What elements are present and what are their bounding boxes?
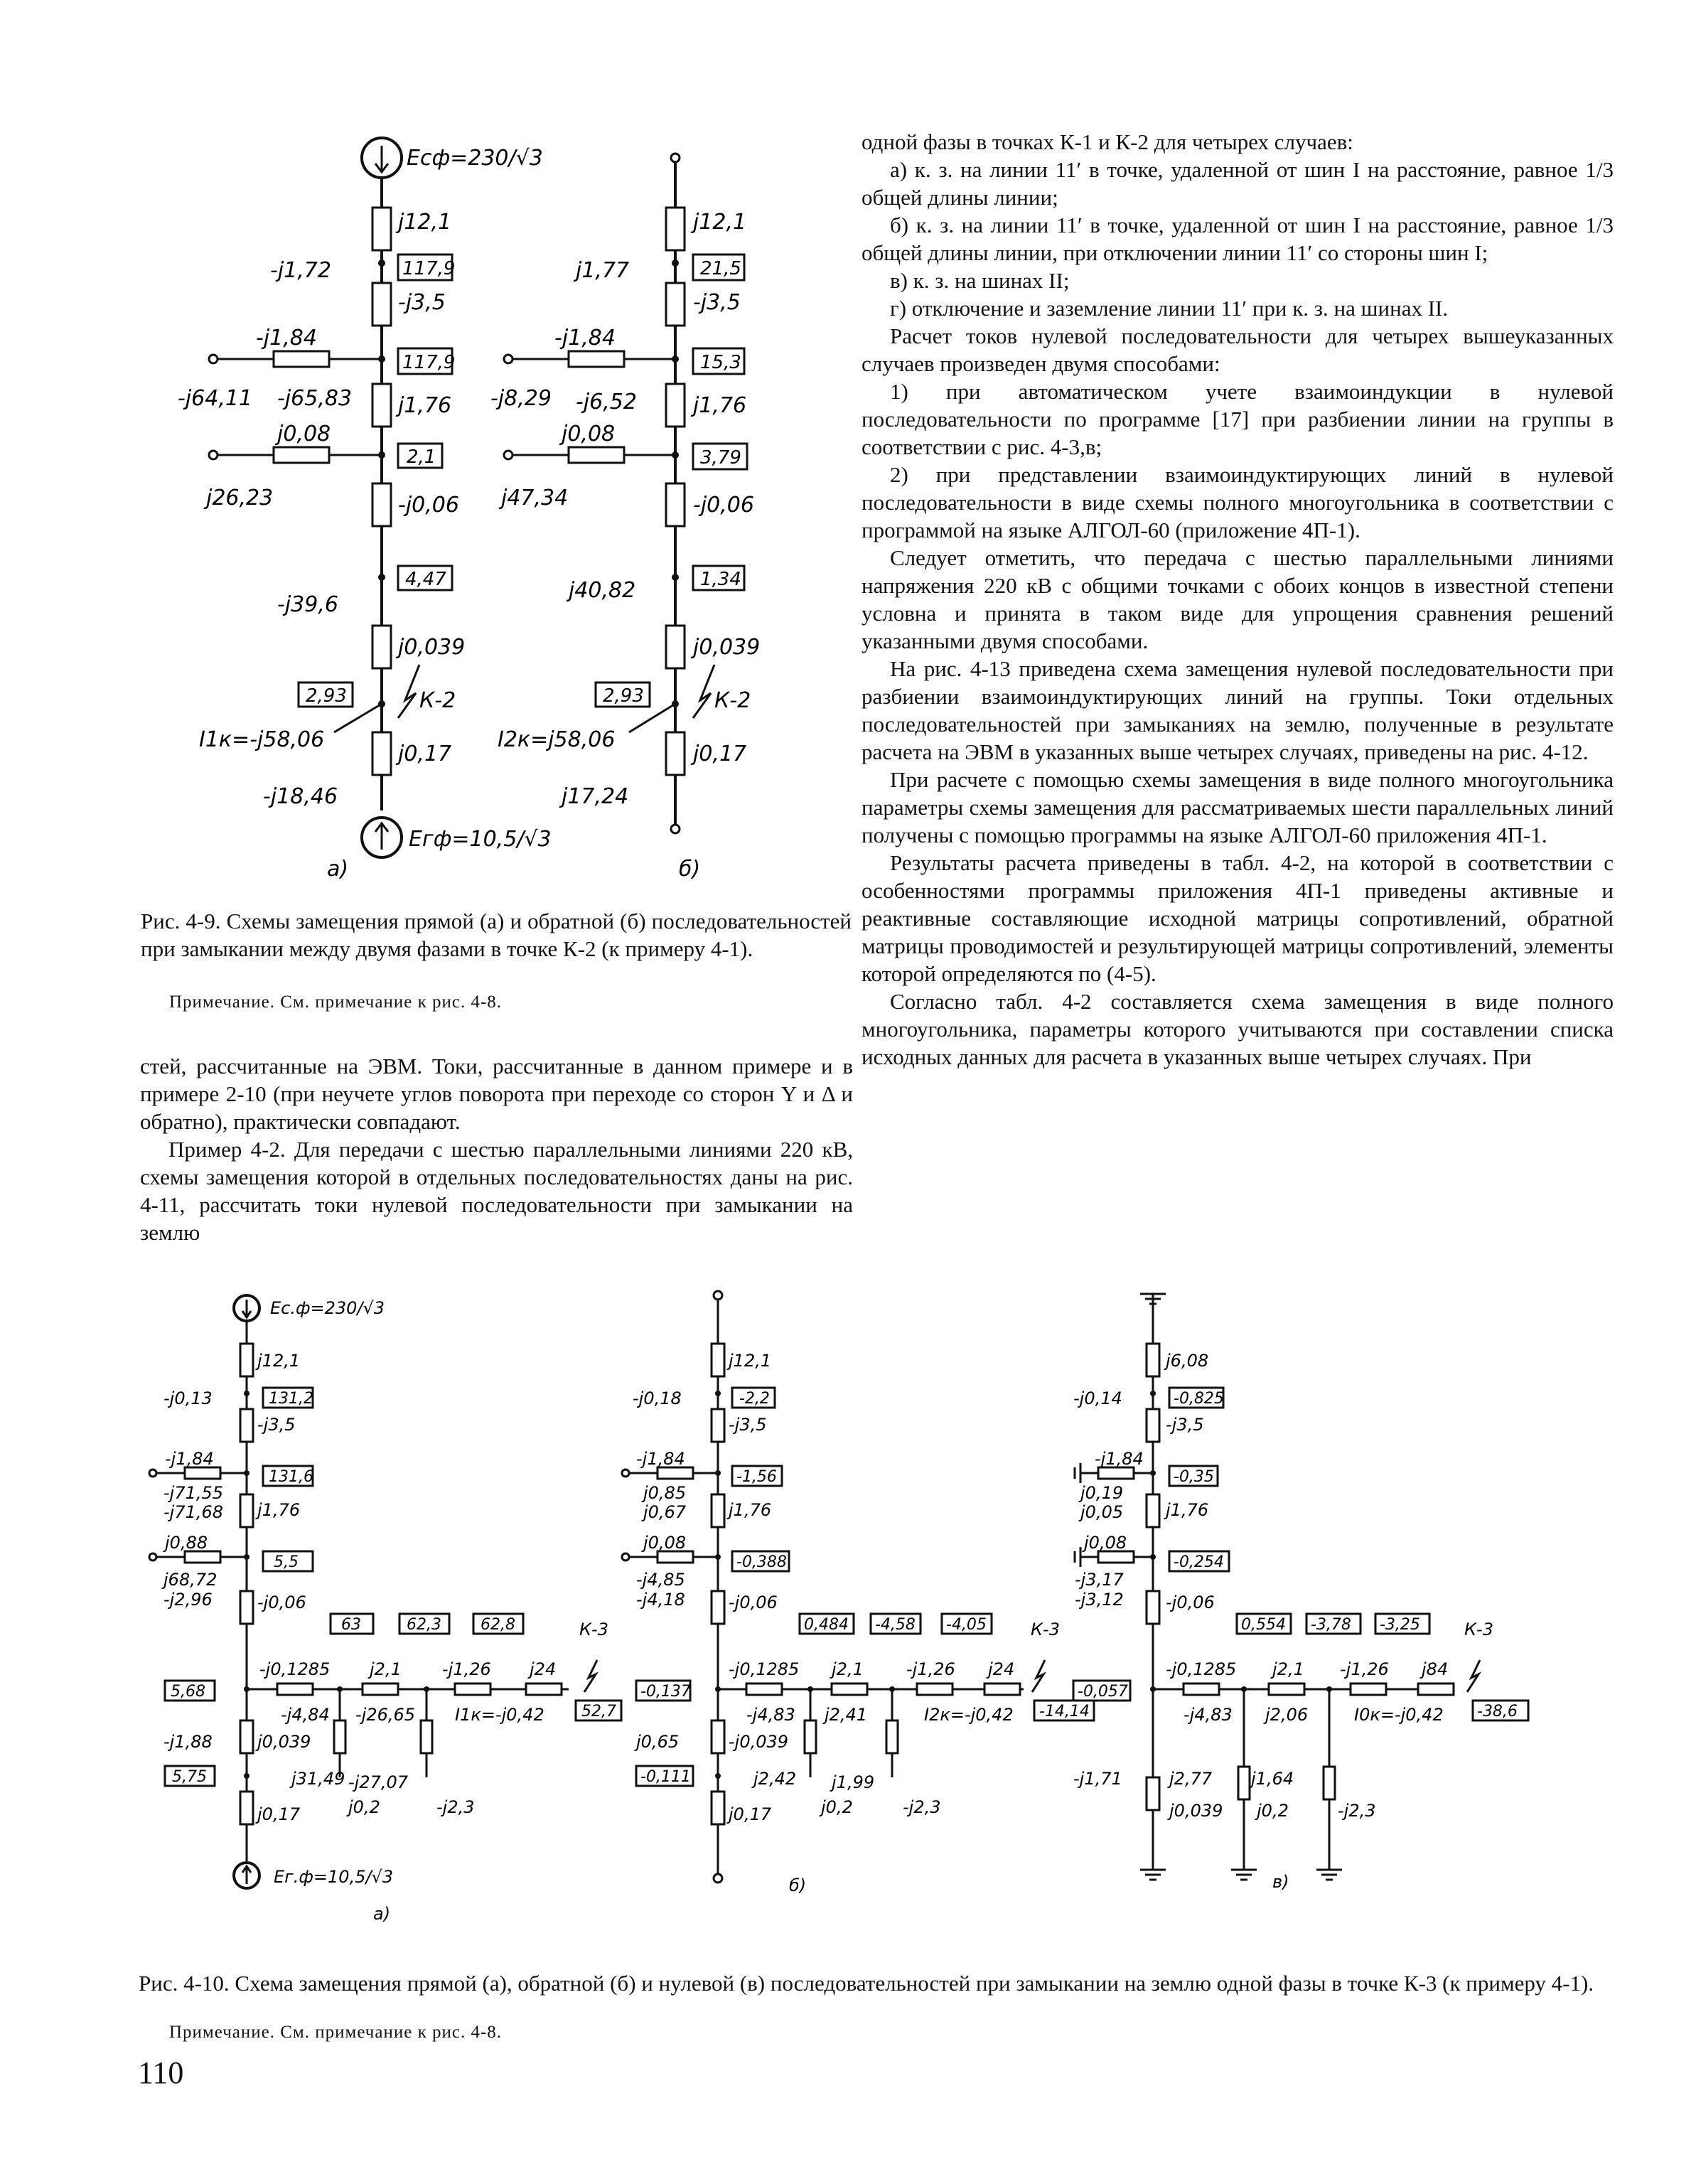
fig10c-i1: -j0,14 [1073,1388,1122,1408]
right-column-paragraph: 1) при автоматическом учете взаимоиндукции в нулевой последовательности по программе [17] при разбиении линии на группы в соответствии с рис. 4-3,в; [862,379,1614,459]
fig9b-b1i: -j8,29 [490,386,552,411]
fig10c-u2: -0,35 [1174,1468,1214,1486]
fig9a-source-top: Eсф=230/√3 [407,146,543,171]
fig9b-u5: 2,93 [603,685,644,707]
fig10c-zh3: -j1,26 [1340,1659,1389,1679]
fig10a-u5: 5,75 [172,1768,207,1786]
fig10c-ik: I0к=-j0,42 [1354,1705,1444,1725]
fig10a-b1z: -j1,84 [165,1449,214,1469]
fig9a-ik: I1к=-j58,06 [199,727,325,752]
fig10a-z4: -j0,06 [257,1592,306,1612]
fig10b-zv2: -j2,3 [903,1797,941,1817]
fig10a-z5: j0,039 [257,1732,311,1752]
right-column-paragraph: Согласно табл. 4-2 составляется схема замещения в виде полного многоугольника, параметры которого учитываются при составлении списка исходных данных для расчета в указанных выше четырех случаях. При [862,989,1614,1069]
fig10c-z5: j2,77 [1169,1769,1213,1789]
fig9b-u3: 3,79 [700,447,741,469]
fig10a-u2: 131,6 [269,1468,313,1486]
fig10a-source-bottom: Eг.ф=10,5/√3 [274,1867,394,1887]
fig9a-label: а) [327,857,349,882]
fig10a-i5: j31,49 [291,1769,345,1789]
right-column-paragraph: Следует отметить, что передача с шестью параллельными линиями напряжения 220 кВ с общими точками с обоих концов в известной степени условна и принята в таком виде для упрощения сравнения решений указанными двумя способами. [862,545,1614,653]
fig10c-fault: К-3 [1464,1620,1493,1639]
fig9b-ik: I2к=j58,06 [498,727,616,752]
fig10-a-diagram [149,1295,621,1924]
fig9a-i1: -j1,72 [270,258,331,283]
fig9a-b1i: -j64,11 [178,386,253,411]
right-column-paragraph: 2) при представлении взаимоиндуктирующих линий в нулевой последовательности в виде схемы полного многоугольника в соответствии с программой на языке АЛГОЛ-60 (приложение 4П-1). [862,462,1614,542]
fig10a-z3: j1,76 [257,1500,301,1520]
fig9b-z5: j0,039 [693,635,761,660]
fig9a-u3: 2,1 [407,446,436,468]
right-column-paragraph: г) отключение и заземление линии 11′ при к. з. на шинах II. [890,296,1449,321]
fig10a-z1: j12,1 [257,1351,301,1371]
figure-4-10 [0,1265,1696,1962]
fig9a-u2: 117,9 [402,352,456,373]
fig10c-b2z: j0,08 [1084,1533,1127,1553]
fig10b-uf: -14,14 [1039,1703,1090,1720]
fig9a-z2: -j3,5 [398,290,446,315]
fig9a-z3: j1,76 [398,393,452,418]
fig10b-b2i: -j4,85 [636,1570,685,1590]
fig10b-u2: -1,56 [736,1468,777,1486]
fig10c-zv2: -j2,3 [1338,1801,1376,1821]
fig9b-u1: 21,5 [700,258,741,279]
fig10c-i4: -j1,71 [1073,1769,1122,1789]
fig10b-ih1: -j4,83 [746,1705,795,1725]
left-column-paragraph: Пример 4-2. Для передачи с шестью параллельными линиями 220 кВ, схемы замещения которой в отдельных последовательностях даны на рис. 4-11, рассчитать токи нулевой последовательности при замыкании на землю [140,1137,853,1245]
fig10a-uf: 52,7 [581,1703,616,1720]
fig10c-zv1b: j0,2 [1257,1801,1289,1821]
fig10b-i2: j0,67 [643,1502,687,1522]
fig10b-u4: -0,137 [640,1683,691,1701]
fig10a-source-top: Eс.ф=230/√3 [270,1298,385,1318]
fig10b-b1z: -j1,84 [636,1449,685,1469]
fig9b-label: б) [679,857,701,882]
fig9a-z4: -j0,06 [398,493,459,518]
fig10a-i3: -j2,96 [163,1590,213,1610]
fig10c-i5: j1,64 [1251,1769,1294,1789]
fig9-a-diagram [178,138,552,882]
fig10c-zh2: j2,1 [1272,1659,1304,1679]
fig9a-fault: К-2 [419,688,456,713]
fig9a-i2: -j65,83 [277,386,353,411]
fig10b-zh3: -j1,26 [906,1659,955,1679]
fig10c-label: в) [1272,1872,1289,1892]
fig10a-zh3: -j1,26 [442,1659,491,1679]
fig9a-i3: -j39,6 [277,592,338,617]
fig10a-i4: -j1,88 [163,1732,213,1752]
fig10-caption: Рис. 4-10. Схема замещения прямой (а), обратной (б) и нулевой (в) последовательностей при замыкании на землю одной фазы в точке К-3 (к примеру 4-1). [139,1971,1594,1996]
fig10b-fault: К-3 [1031,1620,1060,1639]
fig10a-u3: 5,5 [274,1553,299,1571]
fig10b-i5: j2,42 [753,1769,797,1789]
fig9-b-diagram [490,154,760,882]
fig10b-z2: -j3,5 [729,1415,767,1435]
fig10b-uh2: -4,58 [875,1616,916,1634]
fig10b-uh3: -4,05 [946,1616,987,1634]
fig10b-z4: -j0,06 [729,1592,778,1612]
fig10c-uh3: -3,25 [1380,1616,1420,1634]
fig9b-u4: 1,34 [700,569,741,590]
fig10c-u1: -0,825 [1174,1390,1224,1408]
left-text-column [140,1052,853,1246]
fig10-b-diagram [622,1291,1094,1895]
fig9b-i4: j17,24 [562,784,629,809]
fig9a-b2i: j26,23 [206,486,274,510]
fig10a-zh1: -j0,1285 [259,1659,331,1679]
fig10b-uh1: 0,484 [804,1616,849,1634]
fig10a-z2: -j3,5 [257,1415,296,1435]
fig10c-uf: -38,6 [1477,1703,1518,1720]
fig10c-uh1: 0,554 [1241,1616,1286,1634]
fig9b-z1: j12,1 [693,210,747,235]
fig10b-ik: I2к=-j0,42 [924,1705,1014,1725]
fig10a-ih1: -j4,84 [281,1705,330,1725]
fig10b-b1i: j0,85 [643,1483,687,1503]
fig10c-i2: j0,05 [1080,1502,1124,1522]
fig9a-u1: 117,9 [402,258,456,279]
fig9a-u4: 4,47 [405,569,446,590]
fig9-note: Примечание. См. примечание к рис. 4-8. [169,992,503,1012]
fig10a-i1: -j0,13 [163,1388,213,1408]
fig10b-z6: j0,17 [729,1804,772,1824]
right-column-paragraph: одной фазы в точках К-1 и К-2 для четырех случаев: [862,129,1353,154]
fig10a-label: а) [373,1904,391,1924]
fig9a-z6: j0,17 [398,742,452,766]
fig10a-b2z: j0,88 [165,1533,208,1553]
fig10b-i4: j0,65 [636,1732,680,1752]
left-column-paragraph: стей, рассчитанные на ЭВМ. Токи, рассчитанные в данном примере и в примере 2-10 (при неучете углов поворота при переходе со сторон Y и Δ и обратно), практически совпадают. [140,1054,853,1134]
fig9-caption: Рис. 4-9. Схемы замещения прямой (а) и обратной (б) последовательностей при замыкании между двумя фазами в точке К-2 (к примеру 4-1). [141,909,852,961]
fig9a-z5: j0,039 [398,635,466,660]
fig10c-b1i: j0,19 [1080,1483,1124,1503]
fig10c-uh2: -3,78 [1311,1616,1351,1634]
fig9b-b2i: j47,34 [501,486,569,510]
fig10c-ih1: -j4,83 [1184,1705,1233,1725]
fig10b-zv1b: j0,2 [821,1797,853,1817]
fig9a-b2z: j0,08 [277,422,331,446]
fig10a-ik: I1к=-j0,42 [455,1705,544,1725]
fig10b-z3: j1,76 [729,1500,772,1520]
fig9b-i3: j40,82 [569,578,636,603]
fig9b-z6: j0,17 [693,742,747,766]
fig10b-u1: -2,2 [739,1390,770,1408]
fig10a-uh2: 62,3 [407,1616,441,1634]
fig9b-b2z: j0,08 [562,422,616,446]
fig10a-i2: -j71,68 [163,1502,224,1522]
fig10c-u4: -0,057 [1078,1683,1128,1701]
fig10c-z2: -j3,5 [1166,1415,1204,1435]
fig10a-u4: 5,68 [171,1683,205,1701]
fig10c-z4: -j0,06 [1166,1592,1215,1612]
right-column-paragraph: На рис. 4-13 приведена схема замещения нулевой последовательности при разбиении взаимоиндуктирующих линий на группы. Токи отдельных последовательностей при замыканиях на землю, полученные в результате расчета на ЭВМ в указанных выше четырех случаях, приведены на рис. 4-12. [862,656,1614,764]
right-column-paragraph: Расчет токов нулевой последовательности для четырех вышеуказанных случаев произведен двумя способами: [862,323,1614,376]
fig10b-zh4: j24 [988,1659,1015,1679]
right-column-paragraph: Результаты расчета приведены в табл. 4-2, на которой в соответствии с особенностями программы приложения 4П-1 приведены активные и реактивные составляющие исходной матрицы сопротивлений, обратной матрицы проводимостей и результирующей матрицы сопротивлений, элементы которой определяются по (4-5). [862,850,1614,986]
fig10c-z1: j6,08 [1166,1351,1209,1371]
fig10a-uh1: 63 [341,1616,361,1634]
fig10a-zv1b: j0,2 [348,1797,380,1817]
fig9b-fault: К-2 [714,688,751,713]
fig10a-uh3: 62,8 [481,1616,515,1634]
fig10b-u5: -0,111 [640,1768,691,1786]
right-column-paragraph: в) к. з. на шинах II; [890,268,1070,293]
page-number: 110 [138,2055,184,2090]
fig10a-zh2: j2,1 [370,1659,402,1679]
right-column-paragraph: а) к. з. на линии 11′ в точке, удаленной от шин I на расстояние, равное 1/3 общей длины линии; [862,157,1614,210]
fig10c-i3: -j3,12 [1075,1590,1124,1610]
fig10-c-diagram [1073,1294,1528,1892]
fig10a-zh4: j24 [530,1659,557,1679]
fig9b-i2: -j6,52 [576,390,637,414]
fig9a-source-bottom: Eгф=10,5/√3 [409,827,552,852]
fig10a-u1: 131,2 [269,1390,313,1408]
fig9b-b1z: -j1,84 [554,326,616,350]
fig9a-z1: j12,1 [398,210,452,235]
fig10b-label: б) [789,1875,807,1895]
right-column-paragraph: б) к. з. на линии 11′ в точке, удаленной от шин I на расстояние, равное 1/3 общей длины линии, при отключении линии 11′ со стороны шин I; [862,213,1614,265]
fig10a-b1i: -j71,55 [163,1483,224,1503]
fig10b-zh2: j2,1 [832,1659,864,1679]
fig10b-z1: j12,1 [729,1351,772,1371]
fig9b-u2: 15,3 [700,352,741,373]
fig10c-b2i: -j3,17 [1075,1570,1124,1590]
fig10a-b2i: j68,72 [163,1570,218,1590]
fig10b-ih2: j2,41 [825,1705,868,1725]
right-text-column [862,128,1614,1071]
fig9b-z4: -j0,06 [693,493,754,518]
fig10b-zh1: -j0,1285 [729,1659,800,1679]
fig10b-zv1: j1,99 [832,1772,875,1792]
fig10c-z5b: j0,039 [1169,1801,1223,1821]
fig10c-ih2: j2,06 [1265,1705,1309,1725]
fig10b-u3: -0,388 [736,1553,787,1571]
fig10-note: Примечание. См. примечание к рис. 4-8. [169,2023,503,2042]
fig10a-fault: К-3 [579,1620,608,1639]
fig10c-z3: j1,76 [1166,1500,1209,1520]
fig10b-i1: -j0,18 [633,1388,682,1408]
fig9a-i4: -j18,46 [263,784,338,809]
fig10a-zv2: -j2,3 [436,1797,475,1817]
fig10b-b2z: j0,08 [643,1533,687,1553]
fig10c-b1z: -j1,84 [1095,1449,1144,1469]
fig9b-i1: j1,77 [576,258,630,283]
fig9a-u5: 2,93 [306,685,347,707]
fig10b-i3: -j4,18 [636,1590,685,1610]
fig9b-z3: j1,76 [693,393,747,418]
fig10a-ih2: -j26,65 [355,1705,416,1725]
fig10c-zh4: j84 [1422,1659,1449,1679]
fig10a-zv1: -j27,07 [348,1772,409,1792]
fig10b-z5: -j0,039 [729,1732,789,1752]
figure-4-9 [0,0,853,903]
fig9a-b1z: -j1,84 [256,326,317,350]
fig10c-u3: -0,254 [1174,1553,1224,1571]
right-column-paragraph: При расчете с помощью схемы замещения в виде полного многоугольника параметры схемы замещения для рассматриваемых шести параллельных линий получены с помощью программы на языке АЛГОЛ-60 приложения 4П-1. [862,767,1614,847]
fig9b-z2: -j3,5 [693,290,741,315]
fig10c-zh1: -j0,1285 [1166,1659,1237,1679]
fig10a-z6: j0,17 [257,1804,301,1824]
